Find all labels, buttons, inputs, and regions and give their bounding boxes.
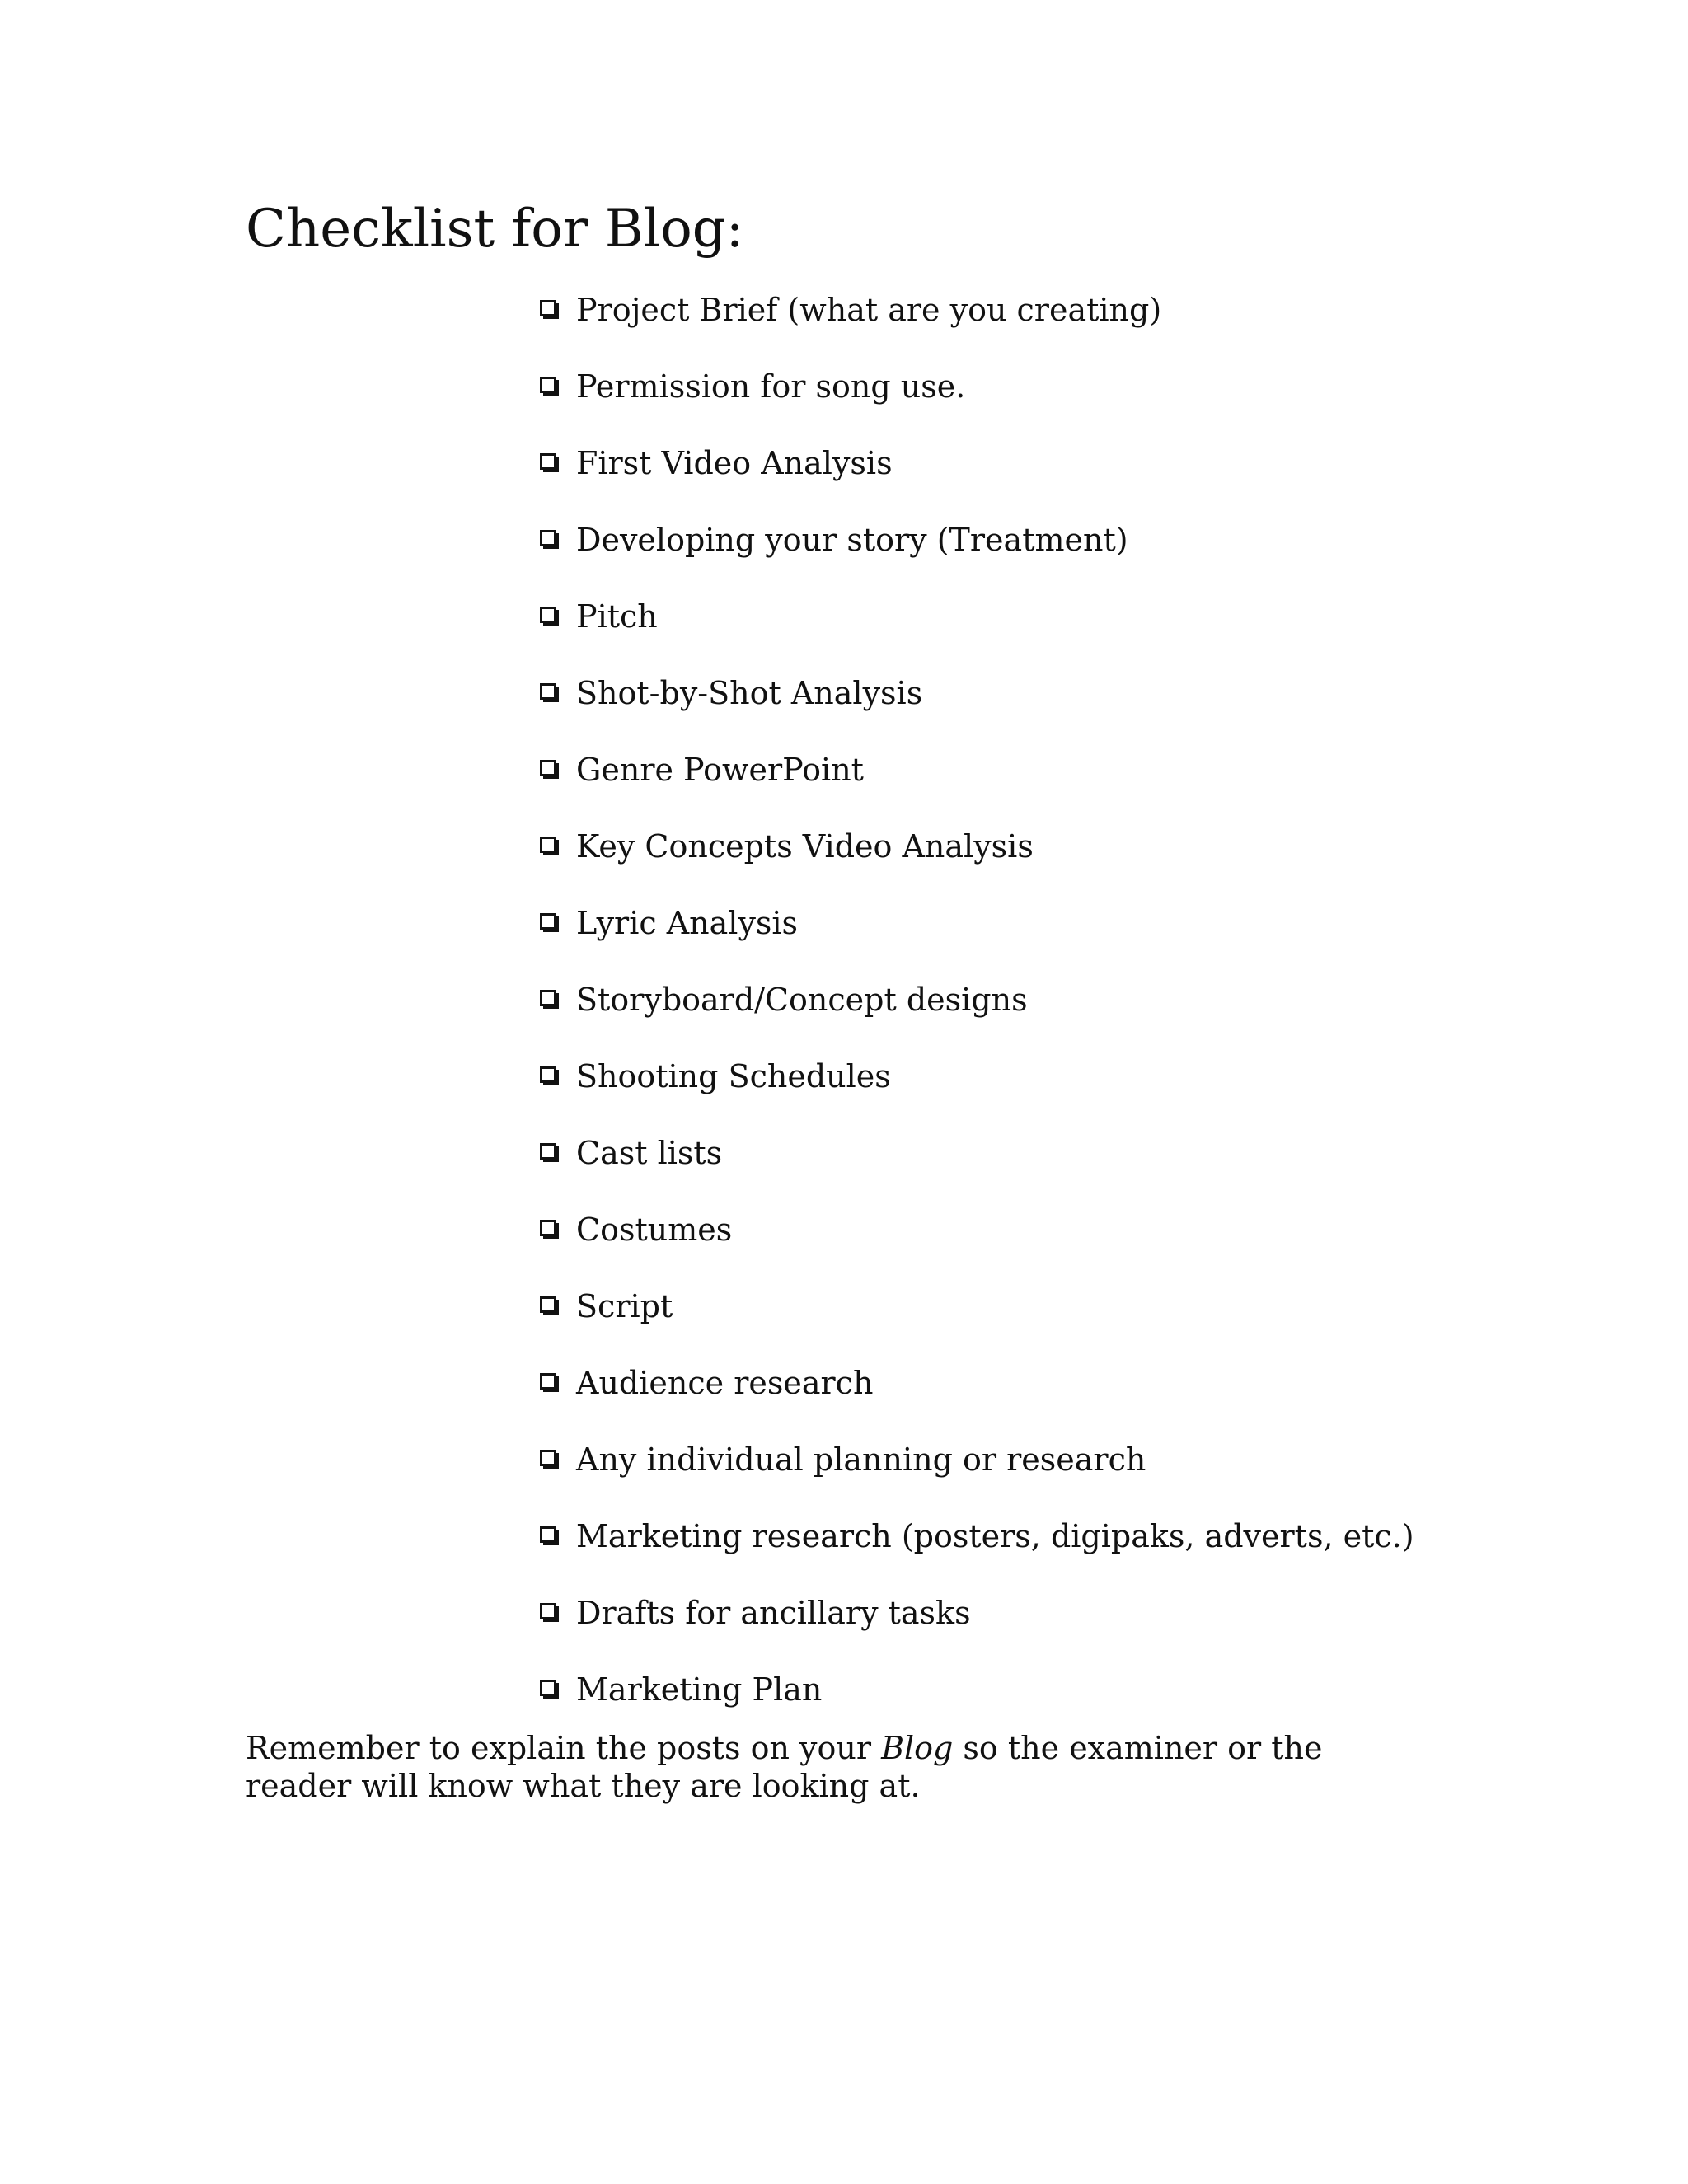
- empty-checkbox-icon[interactable]: [540, 300, 560, 320]
- empty-checkbox-icon[interactable]: [540, 1373, 560, 1393]
- empty-checkbox-icon[interactable]: [540, 1143, 560, 1163]
- footer-text-before: Remember to explain the posts on your: [246, 1730, 882, 1766]
- checklist-item-label: Costumes: [576, 1212, 733, 1248]
- checklist-item-label: Audience research: [576, 1365, 874, 1401]
- checklist-item-label: Pitch: [576, 598, 658, 635]
- empty-checkbox-icon[interactable]: [540, 607, 560, 626]
- empty-checkbox-icon[interactable]: [540, 377, 560, 396]
- checklist-item-label: Cast lists: [576, 1135, 723, 1171]
- checklist-item: [540, 1286, 1529, 1363]
- checklist-item: [540, 1440, 1529, 1516]
- blog-checklist: [540, 290, 1529, 1746]
- checklist-item-label: Shooting Schedules: [576, 1058, 891, 1094]
- checklist-item-label: Genre PowerPoint: [576, 752, 864, 788]
- empty-checkbox-icon[interactable]: [540, 1296, 560, 1316]
- checklist-item: [540, 1133, 1529, 1210]
- checklist-item-label: Any individual planning or research: [576, 1441, 1146, 1478]
- checklist-item: [540, 1516, 1529, 1593]
- checklist-item: [540, 1057, 1529, 1133]
- empty-checkbox-icon[interactable]: [540, 913, 560, 933]
- empty-checkbox-icon[interactable]: [540, 453, 560, 473]
- checklist-item: [540, 1593, 1529, 1670]
- checklist-item: [540, 827, 1529, 903]
- empty-checkbox-icon[interactable]: [540, 990, 560, 1010]
- checklist-item: [540, 520, 1529, 597]
- checklist-item-label: Lyric Analysis: [576, 905, 799, 941]
- checklist-item-label: Script: [576, 1288, 673, 1324]
- checklist-item-label: Marketing research (posters, digipaks, adverts, etc.): [576, 1518, 1414, 1554]
- checklist-item: [540, 673, 1529, 750]
- empty-checkbox-icon[interactable]: [540, 1603, 560, 1623]
- checklist-item: [540, 290, 1529, 367]
- checklist-item-label: Marketing Plan: [576, 1671, 823, 1708]
- checklist-item: [540, 903, 1529, 980]
- footer-emphasis: Blog: [881, 1730, 954, 1766]
- checklist-item: [540, 443, 1529, 520]
- footer-text-after: so the examiner or the reader will know what they are looking at.: [246, 1730, 1323, 1804]
- checklist-item-label: Shot-by-Shot Analysis: [576, 675, 923, 711]
- checklist-item: [540, 750, 1529, 827]
- checklist-item-label: Project Brief (what are you creating): [576, 292, 1162, 328]
- empty-checkbox-icon[interactable]: [540, 1526, 560, 1546]
- checklist-item-label: First Video Analysis: [576, 445, 893, 481]
- checklist-item-label: Storyboard/Concept designs: [576, 982, 1028, 1018]
- checklist-item-label: Permission for song use.: [576, 368, 966, 405]
- checklist-item: [540, 367, 1529, 443]
- checklist-item: [540, 1363, 1529, 1440]
- page-title: Checklist for Blog:: [246, 199, 744, 260]
- checklist-item-label: Drafts for ancillary tasks: [576, 1595, 971, 1631]
- empty-checkbox-icon[interactable]: [540, 1680, 560, 1699]
- empty-checkbox-icon[interactable]: [540, 530, 560, 550]
- checklist-item: [540, 597, 1529, 673]
- empty-checkbox-icon[interactable]: [540, 1066, 560, 1086]
- empty-checkbox-icon[interactable]: [540, 683, 560, 703]
- footer-note: [246, 1729, 1416, 1805]
- checklist-item: [540, 980, 1529, 1057]
- checklist-item: [540, 1210, 1529, 1286]
- empty-checkbox-icon[interactable]: [540, 837, 560, 856]
- empty-checkbox-icon[interactable]: [540, 1220, 560, 1240]
- empty-checkbox-icon[interactable]: [540, 1450, 560, 1469]
- checklist-item-label: Developing your story (Treatment): [576, 522, 1128, 558]
- checklist-item-label: Key Concepts Video Analysis: [576, 828, 1034, 865]
- empty-checkbox-icon[interactable]: [540, 760, 560, 780]
